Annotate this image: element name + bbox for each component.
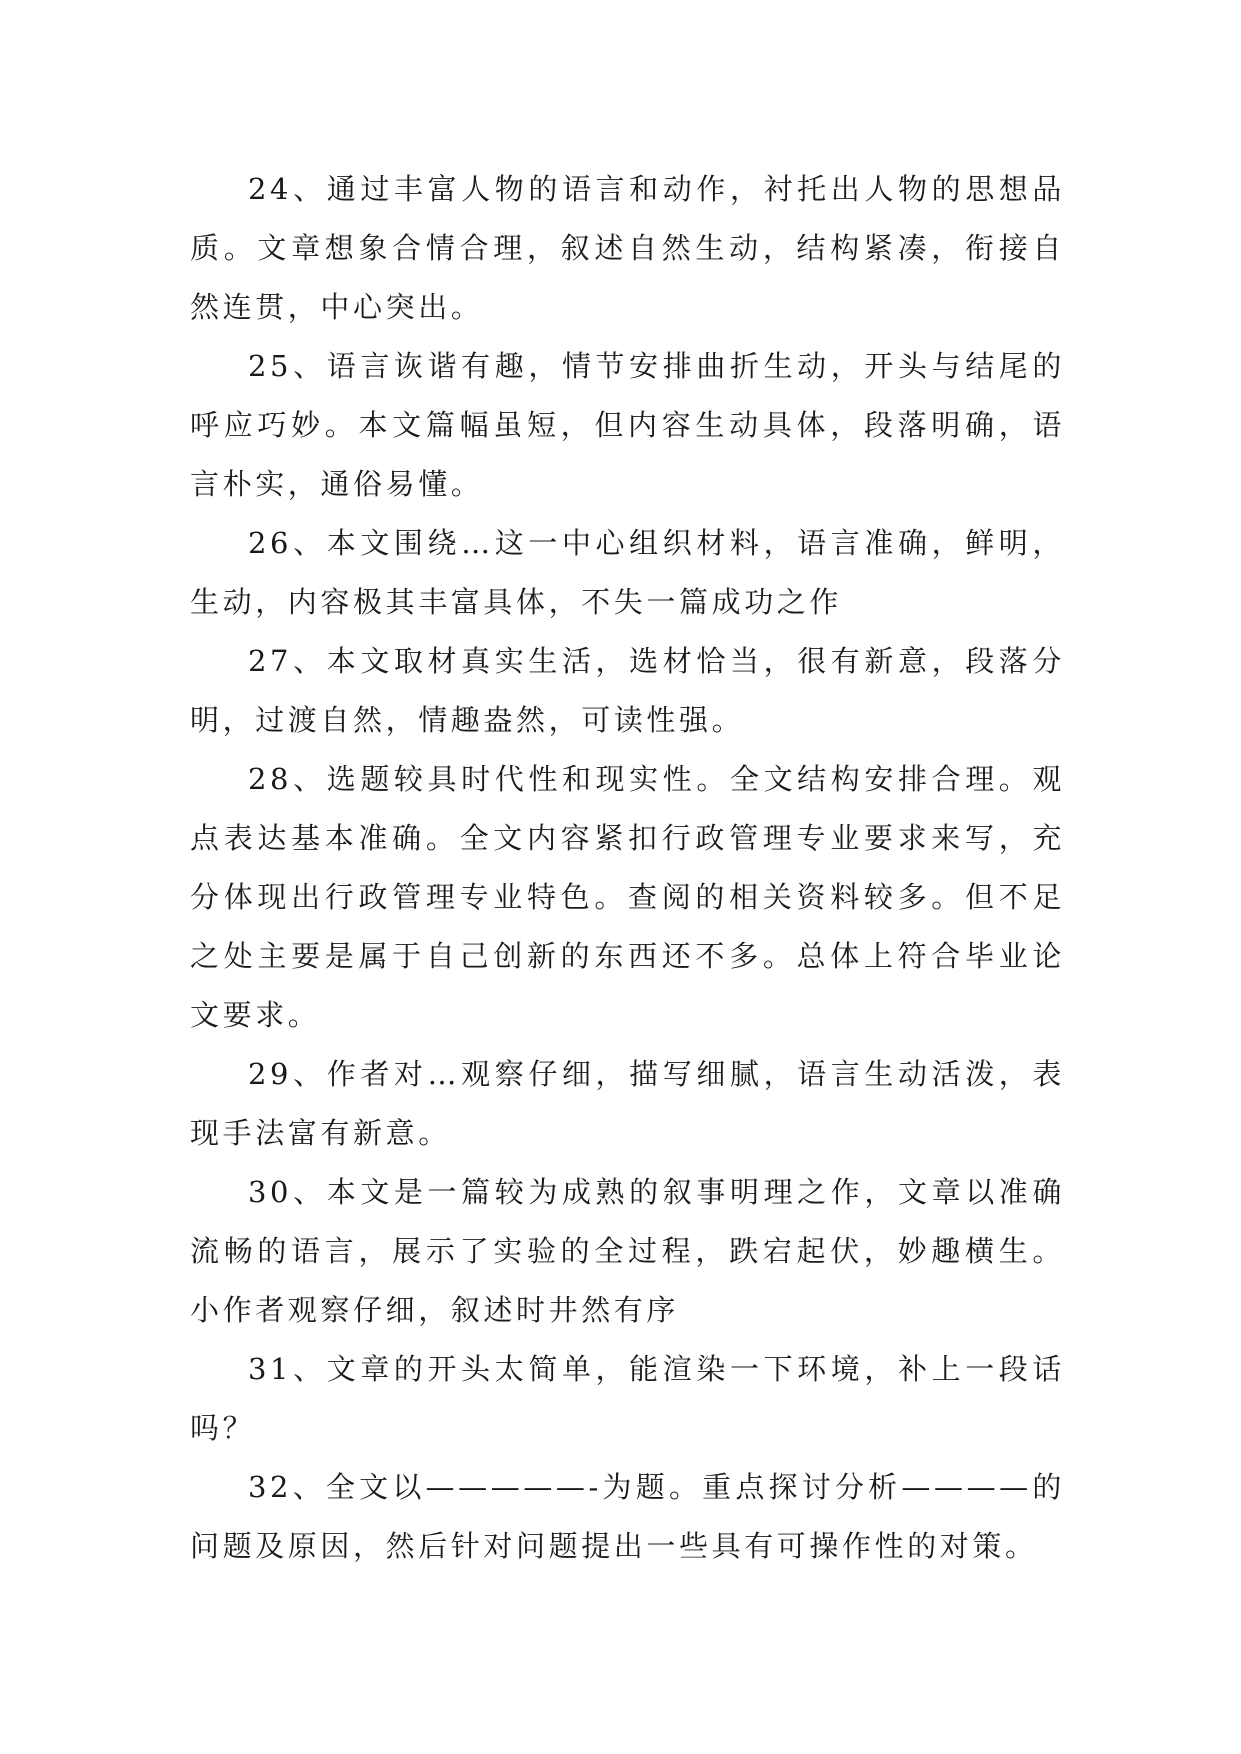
comment-paragraph-30: 30、本文是一篇较为成熟的叙事明理之作，文章以准确流畅的语言，展示了实验的全过程，跌宕起伏，妙趣横生。小作者观察仔细，叙述时井然有序 (190, 1175, 1065, 1327)
comment-paragraph-26: 26、本文围绕…这一中心组织材料，语言准确，鲜明，生动，内容极其丰富具体，不失一篇成功之作 (190, 526, 1065, 619)
comment-paragraph-25: 25、语言诙谐有趣，情节安排曲折生动，开头与结尾的呼应巧妙。本文篇幅虽短，但内容生动具体，段落明确，语言朴实，通俗易懂。 (190, 349, 1065, 501)
comment-paragraph-32: 32、全文以—————-为题。重点探讨分析————的问题及原因，然后针对问题提出一些具有可操作性的对策。 (190, 1470, 1065, 1563)
comment-paragraph-31: 31、文章的开头太简单，能渲染一下环境，补上一段话吗？ (190, 1352, 1065, 1445)
comment-paragraph-24: 24、通过丰富人物的语言和动作，衬托出人物的思想品质。文章想象合情合理，叙述自然生动，结构紧凑，衔接自然连贯，中心突出。 (190, 172, 1065, 324)
comment-paragraph-29: 29、作者对…观察仔细，描写细腻，语言生动活泼，表现手法富有新意。 (190, 1057, 1065, 1150)
document-body (190, 160, 1065, 1576)
comment-paragraph-27: 27、本文取材真实生活，选材恰当，很有新意，段落分明，过渡自然，情趣盎然，可读性强。 (190, 644, 1065, 737)
comment-paragraph-28: 28、选题较具时代性和现实性。全文结构安排合理。观点表达基本准确。全文内容紧扣行政管理专业要求来写，充分体现出行政管理专业特色。查阅的相关资料较多。但不足之处主要是属于自己创新的东西还不多。总体上符合毕业论文要求。 (190, 762, 1065, 1032)
